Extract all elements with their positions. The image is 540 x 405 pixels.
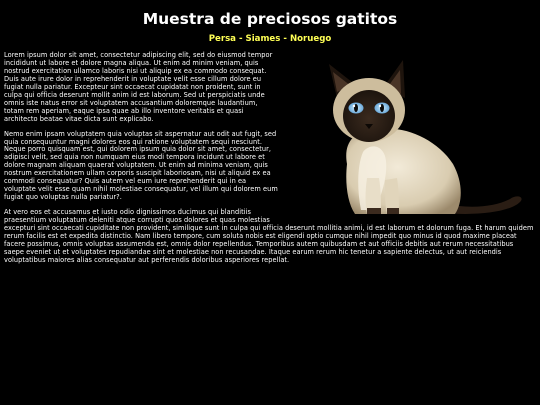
nav-link-siames[interactable]: Siames xyxy=(245,34,281,44)
paragraph: At vero eos et accusamus et iusto odio dignissimos ducimus qui blanditiis praesentium voluptatum deleniti atque corrupti quos dolores et quas molestias excepturi sint occaecati cupiditate non provident, similique sunt in culpa qui officia deserunt mollitia animi, id est laborum et dolorum fuga. Et harum quidem rerum facilis est et expedita distinctio. Nam libero tempore, cum soluta nobis est eligendi optio cumque nihil impedit quo minus id quod maxime placeat facere possimus, omnis voluptas assumenda est, omnis dolor repellendus. Temporibus autem quibusdam et aut officiis debitis aut rerum necessitatibus saepe eveniet ut et voluptates repudiandae sint et molestiae non recusandae. Itaque earum rerum hic tenetur a sapiente delectus, ut aut reiciendis voluptatibus maiores alias consequatur aut perferendis doloribus asperiores repellat. xyxy=(4,208,534,264)
nav-link-noruego[interactable]: Noruego xyxy=(289,34,332,44)
nav-separator: - xyxy=(280,34,290,44)
page-title: Muestra de preciosos gatitos xyxy=(142,10,398,28)
siamese-cat-image xyxy=(285,52,535,219)
cat-illustration xyxy=(285,52,535,219)
nav-separator: - xyxy=(235,34,246,44)
paragraph: Lorem ipsum dolor sit amet, consectetur adipiscing elit, sed do eiusmod tempor incididunt ut labore et dolore magna aliqua. Ut enim ad minim veniam, quis nostrud exercitation ullamco laboris nisi ut aliquip ex ea commodo consequat. Duis aute irure dolor in reprehenderit in voluptate velit esse cillum dolore eu fugiat nulla pariatur. Excepteur sint occaecat cupidatat non proident, sunt in culpa qui officia deserunt mollit anim id est laborum. Sed ut perspiciatis unde omnis iste natus error sit voluptatem accusantium doloremque laudantium, totam rem aperiam, eaque ipsa quae ab illo inventore veritatis et quasi architecto beatae vitae dicta sunt explicabo. xyxy=(4,51,273,123)
paragraph: Nemo enim ipsam voluptatem quia voluptas sit aspernatur aut odit aut fugit, sed quia consequuntur magni dolores eos qui ratione voluptatem sequi nesciunt. Neque porro quisquam est, qui dolorem ipsum quia dolor sit amet, consectetur, adipisci velit, sed quia non numquam eius modi tempora incidunt ut labore et dolore magnam aliquam quaerat voluptatem. Ut enim ad minima veniam, quis nostrum exercitationem ullam corporis suscipit laboriosam, nisi ut aliquid ex ea commodi consequatur? Quis autem vel eum iure reprehenderit qui in ea voluptate velit esse quam nihil molestiae consequatur, vel illum qui dolorem eum fugiat quo voluptas nulla pariatur?. xyxy=(4,129,278,202)
main-content xyxy=(4,52,535,272)
nav-link-persa[interactable]: Persa xyxy=(208,34,236,44)
breed-nav xyxy=(0,33,540,45)
